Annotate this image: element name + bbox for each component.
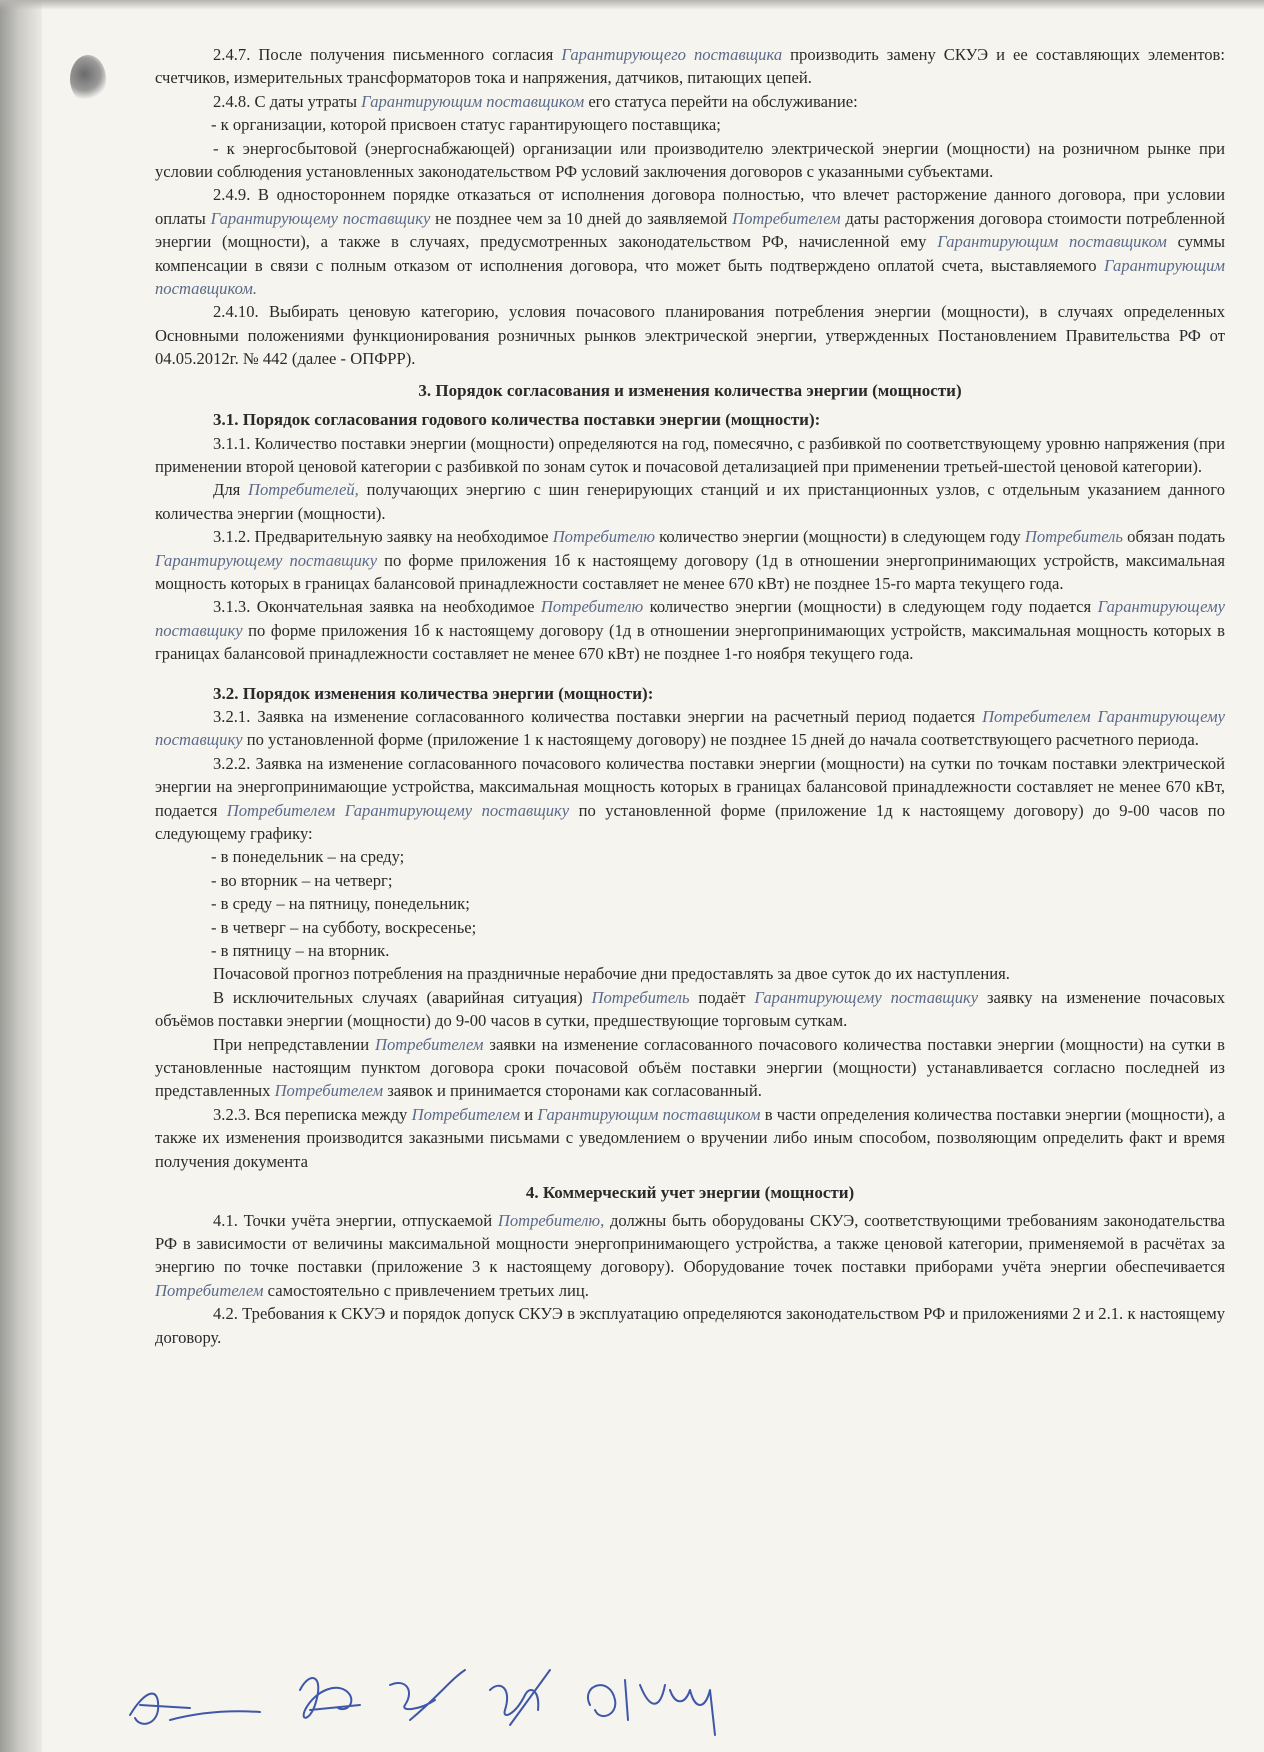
clause-2-4-8: 2.4.8. С даты утраты Гарантирующим поставщиком его статуса перейти на обслуживание:: [213, 91, 858, 111]
signature-scribbles: [110, 1650, 770, 1745]
subsection-3-2-heading: 3.2. Порядок изменения количества энергии (мощности):: [213, 683, 654, 703]
clause-3-1-2: 3.1.2. Предварительную заявку на необходимое Потребителю количество энергии (мощности) в следующем году Потребитель обязан подать Гарантирующему поставщику по форме приложения 1б к настоящему договору (1д в отношении энергопринимающих устройств, максимальная мощность которых в границах балансовой принадлежности составляет не менее 670 кВт) не позднее 15-го марта текущего года.: [155, 527, 1226, 593]
clause-4-1: 4.1. Точки учёта энергии, отпускаемой Потребителю, должны быть оборудованы СКУЭ, соответствующими требованиям законодательства РФ в зависимости от величины максимальной мощности энергопринимающего устройства, а также ценовой категории, применяемой в расчётах за энергию по точке поставки (приложение 3 к настоящему договору). Оборудование точек поставки приборами учёта энергии обеспечивается Потребителем самостоятельно с привлечением третьих лиц.: [155, 1210, 1225, 1300]
clause-3-2-1: 3.2.1. Заявка на изменение согласованного количества поставки энергии на расчетный период подается Потребителем Гарантирующему поставщику по установленной форме (приложение 1 к настоящему договору) не позднее 15 дней до начала соответствующего расчетного периода.: [155, 706, 1225, 750]
section-3-heading: 3. Порядок согласования и изменения количества энергии (мощности): [418, 380, 962, 400]
clause-3-2-2: 3.2.2. Заявка на изменение согласованного почасового количества поставки энергии (мощности) на сутки по точкам поставки электрической энергии на энергопринимающие устройства, максимальная мощность которых в границах балансовой принадлежности составляет не менее 670 кВт, подается Потребителем Гарантирующему поставщику по установленной форме (приложение 1д к настоящему договору) до 9-00 часов по следующему графику:: [155, 753, 1225, 843]
spacer: [155, 666, 1225, 676]
clause-3-2-2-b: Почасовой прогноз потребления на праздничные нерабочие дни предоставлять за двое суток до их наступления.: [213, 964, 1010, 984]
schedule-item: - во вторник – на четверг;: [211, 870, 393, 890]
document-body: [155, 43, 1225, 1349]
schedule-item: - в пятницу – на вторник.: [211, 941, 390, 961]
clause-3-1-1-b: Для Потребителей, получающих энергию с шин генерирующих станций и их пристанционных узлов, с отдельным указанием данного количества энергии (мощности).: [155, 480, 1225, 523]
subsection-3-1-heading: 3.1. Порядок согласования годового количества поставки энергии (мощности):: [213, 410, 821, 430]
clause-4-2: 4.2. Требования к СКУЭ и порядок допуск СКУЭ в эксплуатацию определяются законодательством РФ и приложениями 2 и 2.1. к настоящему договору.: [155, 1304, 1225, 1347]
page-edge-shadow: [0, 0, 42, 1752]
clause-2-4-8-item-b: - к энергосбытовой (энергоснабжающей) организации или производителю электрической энергии (мощности) на розничном рынке при условии соблюдения установленных законодательством РФ условий заключения договоров с указанными субъектами.: [155, 138, 1225, 182]
clause-2-4-10: 2.4.10. Выбирать ценовую категорию, условия почасового планирования потребления энергии (мощности), в случаях определенных Основными положениями функционирования розничных рынков электрической энергии, утвержденных Постановлением Правительства РФ от 04.05.2012г. № 442 (далее - ОПФРР).: [155, 302, 1225, 369]
clause-3-1-1: 3.1.1. Количество поставки энергии (мощности) определяются на год, помесячно, с разбивкой по соответствующему уровню напряжения (при применении второй ценовой категории с разбивкой по зонам суток и почасовой детализацией при применении третьей-шестой ценовой категории).: [155, 433, 1225, 476]
clause-3-1-3: 3.1.3. Окончательная заявка на необходимое Потребителю количество энергии (мощности) в следующем году подается Гарантирующему поставщику по форме приложения 1б к настоящему договору (1д в отношении энергопринимающих устройств, максимальная мощность которых в границах балансовой принадлежности составляет не менее 670 кВт) не позднее 1-го ноября текущего года.: [155, 597, 1226, 664]
section-4-heading: 4. Коммерческий учет энергии (мощности): [525, 1183, 855, 1203]
schedule-item: - в четверг – на субботу, воскресенье;: [211, 917, 477, 937]
clause-3-2-3: 3.2.3. Вся переписка между Потребителем и Гарантирующим поставщиком в части определения количества поставки энергии (мощности), а также их изменения производится заказными письмами с уведомлением о вручении либо иным способом, позволяющим определить факт и время получения документа: [155, 1104, 1226, 1171]
schedule-item: - в среду – на пятницу, понедельник;: [211, 894, 470, 914]
staple-hole: [70, 55, 106, 103]
clause-2-4-9: 2.4.9. В одностороннем порядке отказаться от исполнения договора полностью, что влечет расторжение данного договора, при условии оплаты Гарантирующему поставщику не позднее чем за 10 дней до заявляемой Потребителем даты расторжения договора стоимости потребленной энергии (мощности), а также в случаях, предусмотренных законодательством РФ, начисленной ему Гарантирующим поставщиком суммы компенсации в связи с полным отказом от исполнения договора, что может быть подтверждено оплатой счета, выставляемого Гарантирующим поставщиком.: [155, 185, 1225, 299]
clause-2-4-7: 2.4.7. После получения письменного согласия Гарантирующего поставщика производить замену СКУЭ и ее составляющих элементов: счетчиков, измерительных трансформаторов тока и напряжения, датчиков, питающих цепей.: [155, 45, 1225, 88]
clause-2-4-8-item-a: - к организации, которой присвоен статус гарантирующего поставщика;: [211, 115, 721, 135]
schedule-item: - в понедельник – на среду;: [211, 847, 405, 867]
page-top-shadow: [0, 0, 1264, 10]
clause-3-2-2-c: В исключительных случаях (аварийная ситуация) Потребитель подаёт Гарантирующему поставщику заявку на изменение почасовых объёмов поставки энергии (мощности) до 9-00 часов в сутки, предшествующие торговым суткам.: [155, 987, 1225, 1031]
handwritten-signatures: [110, 1650, 770, 1745]
clause-3-2-2-d: При непредставлении Потребителем заявки на изменение согласованного почасового количества поставки энергии (мощности) на сутки в установленные настоящим пунктом договора сроки почасовой объём поставки энергии (мощности) устанавливается согласно последней из представленных Потребителем заявок и принимается сторонами как согласованный.: [155, 1034, 1225, 1101]
